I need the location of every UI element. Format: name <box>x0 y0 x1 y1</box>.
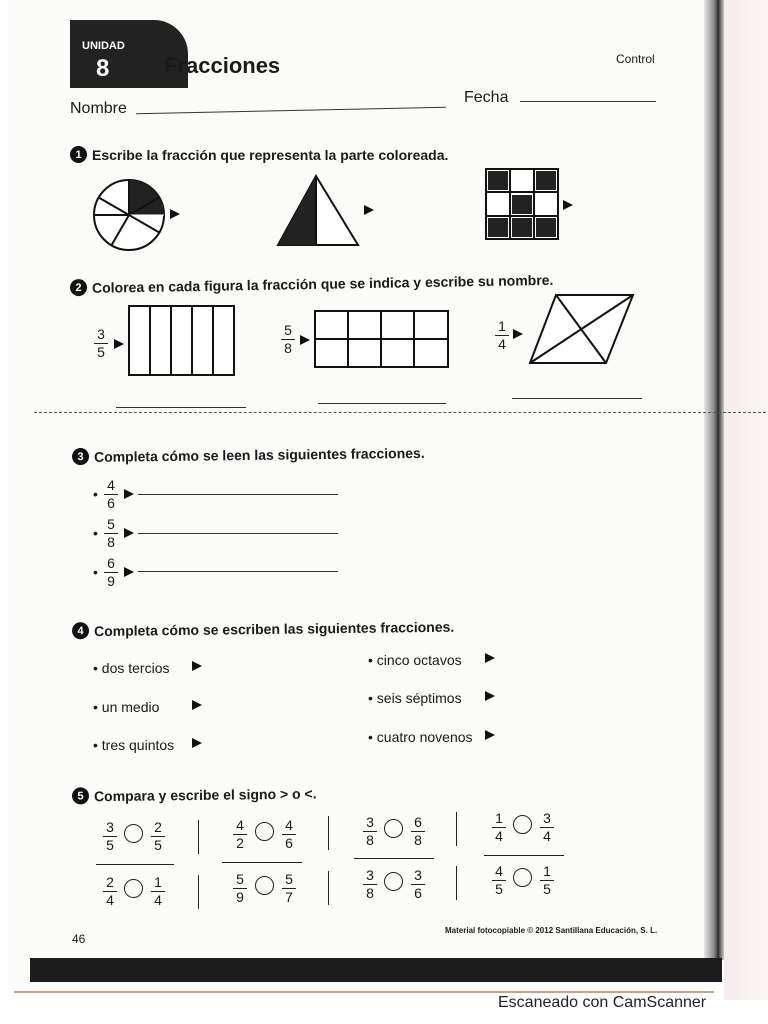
fraction-denominator: 4 <box>106 892 114 908</box>
fraction-numerator: 3 <box>106 819 114 835</box>
fraction-numerator: 6 <box>107 555 115 571</box>
q4-arrow-right-1 <box>485 653 495 663</box>
fraction-denominator: 6 <box>107 495 115 511</box>
q5-pair-2-right <box>282 818 296 851</box>
q3-bullet-1: • <box>93 486 98 502</box>
q5-separator <box>198 820 199 854</box>
fraction-denominator: 4 <box>543 828 551 844</box>
q4-arrow-left-2 <box>192 700 202 710</box>
q3-answer-line-1[interactable] <box>138 494 338 495</box>
fraction-numerator: 5 <box>236 871 244 887</box>
q5-pair-5-right <box>151 875 165 908</box>
fraction-numerator: 5 <box>285 871 293 887</box>
fraction-numerator: 3 <box>97 326 105 342</box>
q4-item-right-2: • seis séptimos <box>368 690 462 706</box>
q4-arrow-right-3 <box>485 730 495 740</box>
q5-pair-8-right <box>540 864 554 897</box>
q4-item-right-3: • cuatro novenos <box>368 729 473 745</box>
fraction-numerator: 3 <box>543 810 551 826</box>
q4-item-left-3: • tres quintos <box>93 737 175 753</box>
q2-rhombus[interactable] <box>528 292 636 366</box>
q5-pair-1-left <box>103 820 117 853</box>
fraction-numerator: 1 <box>498 318 506 334</box>
q5-pair-5-sign-circle[interactable] <box>124 879 143 898</box>
q5-pair-1-sign-circle[interactable] <box>124 824 143 843</box>
q5-row-divider <box>484 855 564 856</box>
q5-heading <box>72 785 317 805</box>
q1-heading <box>70 146 448 163</box>
q5-prompt: Compara y escribe el signo > o <. <box>93 785 317 804</box>
q1-grid-figure <box>486 169 560 241</box>
q3-fraction-1 <box>104 478 118 511</box>
q2-fraction-2 <box>281 323 295 356</box>
q5-pair-3-sign-circle[interactable] <box>384 819 403 838</box>
background-margin <box>724 0 768 1000</box>
q1-triangle-figure <box>276 176 362 248</box>
fraction-denominator: 8 <box>366 885 374 901</box>
q2-answer-line-1[interactable] <box>116 407 246 408</box>
q1-prompt: Escribe la fracción que representa la parte coloreada. <box>92 146 449 163</box>
fraction-numerator: 5 <box>107 516 115 532</box>
q2-rectangle-fifths[interactable] <box>128 305 236 377</box>
q5-pair-7-sign-circle[interactable] <box>384 872 403 891</box>
fraction-denominator: 8 <box>284 340 292 356</box>
q2-fraction-1 <box>94 327 108 360</box>
q5-pair-4-sign-circle[interactable] <box>513 815 532 834</box>
q5-row-divider <box>354 858 434 859</box>
q2-fraction-3 <box>495 319 509 352</box>
q2-number: 2 <box>70 279 87 296</box>
q3-bullet-2: • <box>93 525 98 541</box>
page-number: 46 <box>72 932 86 946</box>
fraction-numerator: 2 <box>106 874 114 890</box>
copyright-notice: Material fotocopiable © 2012 Santillana Educación, S. L. <box>445 926 658 935</box>
fraction-denominator: 5 <box>106 837 114 853</box>
fraction-numerator: 1 <box>543 863 551 879</box>
q5-pair-3-right <box>411 815 425 848</box>
q5-pair-5-left <box>103 875 117 908</box>
q4-arrow-left-1 <box>192 661 202 671</box>
q5-pair-7-left <box>363 868 377 901</box>
page-edge-shadow <box>704 0 726 960</box>
q1-number: 1 <box>70 146 87 163</box>
q2-answer-line-3[interactable] <box>512 398 642 399</box>
q3-bullet-3: • <box>93 564 98 580</box>
q5-pair-2-sign-circle[interactable] <box>255 822 274 841</box>
fraction-denominator: 4 <box>154 892 162 908</box>
fraction-numerator: 5 <box>284 322 292 338</box>
q3-arrow-2 <box>124 528 134 538</box>
q4-item-left-2: • un medio <box>93 699 160 715</box>
name-label: Nombre <box>70 100 127 117</box>
q2-answer-line-2[interactable] <box>318 403 446 404</box>
q5-pair-8-sign-circle[interactable] <box>513 868 532 887</box>
q3-answer-line-2[interactable] <box>138 533 338 534</box>
fraction-numerator: 3 <box>366 867 374 883</box>
q3-fraction-2 <box>104 517 118 550</box>
fraction-numerator: 1 <box>154 874 162 890</box>
q2-prompt: Colorea en cada figura la fracción que se indica y escribe su nombre. <box>91 271 554 296</box>
fraction-denominator: 5 <box>543 881 551 897</box>
control-label: Control <box>616 52 655 66</box>
q3-number: 3 <box>72 448 89 465</box>
q2-arrow-1 <box>114 339 124 349</box>
fraction-denominator: 8 <box>414 832 422 848</box>
fraction-denominator: 5 <box>97 344 105 360</box>
q3-arrow-3 <box>124 567 134 577</box>
fraction-numerator: 3 <box>414 867 422 883</box>
q1-circle-figure <box>90 180 170 250</box>
q1-arrow-1 <box>170 209 180 219</box>
fraction-denominator: 8 <box>107 534 115 550</box>
fraction-numerator: 4 <box>285 817 293 833</box>
cut-line <box>34 412 766 413</box>
q4-number: 4 <box>72 622 89 639</box>
fraction-numerator: 3 <box>366 814 374 830</box>
fraction-denominator: 7 <box>285 889 293 905</box>
q3-answer-line-3[interactable] <box>138 571 338 572</box>
q3-arrow-1 <box>124 489 134 499</box>
bottom-rule <box>14 991 714 993</box>
fraction-denominator: 8 <box>366 832 374 848</box>
q5-row-divider <box>96 864 174 865</box>
q5-pair-1-right <box>151 820 165 853</box>
q2-rectangle-eighths[interactable] <box>314 310 450 370</box>
q5-pair-4-right <box>540 811 554 844</box>
q5-row-divider <box>222 862 302 863</box>
fraction-denominator: 2 <box>236 835 244 851</box>
fraction-denominator: 4 <box>498 336 506 352</box>
page-title: Fracciones <box>164 53 281 78</box>
unit-label: UNIDAD <box>82 40 125 52</box>
fraction-denominator: 6 <box>285 835 293 851</box>
fraction-numerator: 2 <box>154 819 162 835</box>
q1-arrow-2 <box>364 205 374 215</box>
q4-item-left-1: • dos tercios <box>93 660 170 676</box>
q5-separator <box>328 816 329 850</box>
q4-arrow-left-3 <box>192 738 202 748</box>
q2-arrow-2 <box>300 335 310 345</box>
q5-pair-8-left <box>492 864 506 897</box>
q3-prompt: Completa cómo se leen las siguientes fracciones. <box>93 444 425 465</box>
q2-arrow-3 <box>513 329 523 339</box>
date-field[interactable] <box>520 101 656 102</box>
fraction-numerator: 4 <box>495 863 503 879</box>
fraction-numerator: 4 <box>236 817 244 833</box>
q5-pair-3-left <box>363 815 377 848</box>
q5-pair-4-left <box>492 811 506 844</box>
unit-number: 8 <box>96 55 110 82</box>
fraction-denominator: 6 <box>414 885 422 901</box>
q5-separator <box>198 875 199 909</box>
q5-pair-6-right <box>282 872 296 905</box>
q5-separator <box>456 812 457 846</box>
q5-separator <box>456 866 457 900</box>
q5-pair-7-right <box>411 868 425 901</box>
fraction-numerator: 1 <box>495 810 503 826</box>
date-label: Fecha <box>464 89 509 106</box>
q5-pair-6-left <box>233 872 247 905</box>
bottom-dark-band <box>30 958 722 982</box>
fraction-numerator: 6 <box>414 814 422 830</box>
q5-pair-2-left <box>233 818 247 851</box>
scanner-watermark: Escaneado con CamScanner <box>498 994 707 1011</box>
fraction-denominator: 5 <box>495 881 503 897</box>
fraction-numerator: 4 <box>107 477 115 493</box>
q5-number: 5 <box>72 787 89 804</box>
q1-arrow-3 <box>563 200 573 210</box>
q5-pair-6-sign-circle[interactable] <box>255 876 274 895</box>
fraction-denominator: 4 <box>495 828 503 844</box>
q4-arrow-right-2 <box>485 691 495 701</box>
fraction-denominator: 9 <box>107 573 115 589</box>
fraction-denominator: 9 <box>236 889 244 905</box>
q4-item-right-1: • cinco octavos <box>368 652 462 668</box>
q5-separator <box>328 871 329 905</box>
q3-fraction-3 <box>104 556 118 589</box>
fraction-denominator: 5 <box>154 837 162 853</box>
q4-prompt: Completa cómo se escriben las siguientes fracciones. <box>93 618 455 639</box>
